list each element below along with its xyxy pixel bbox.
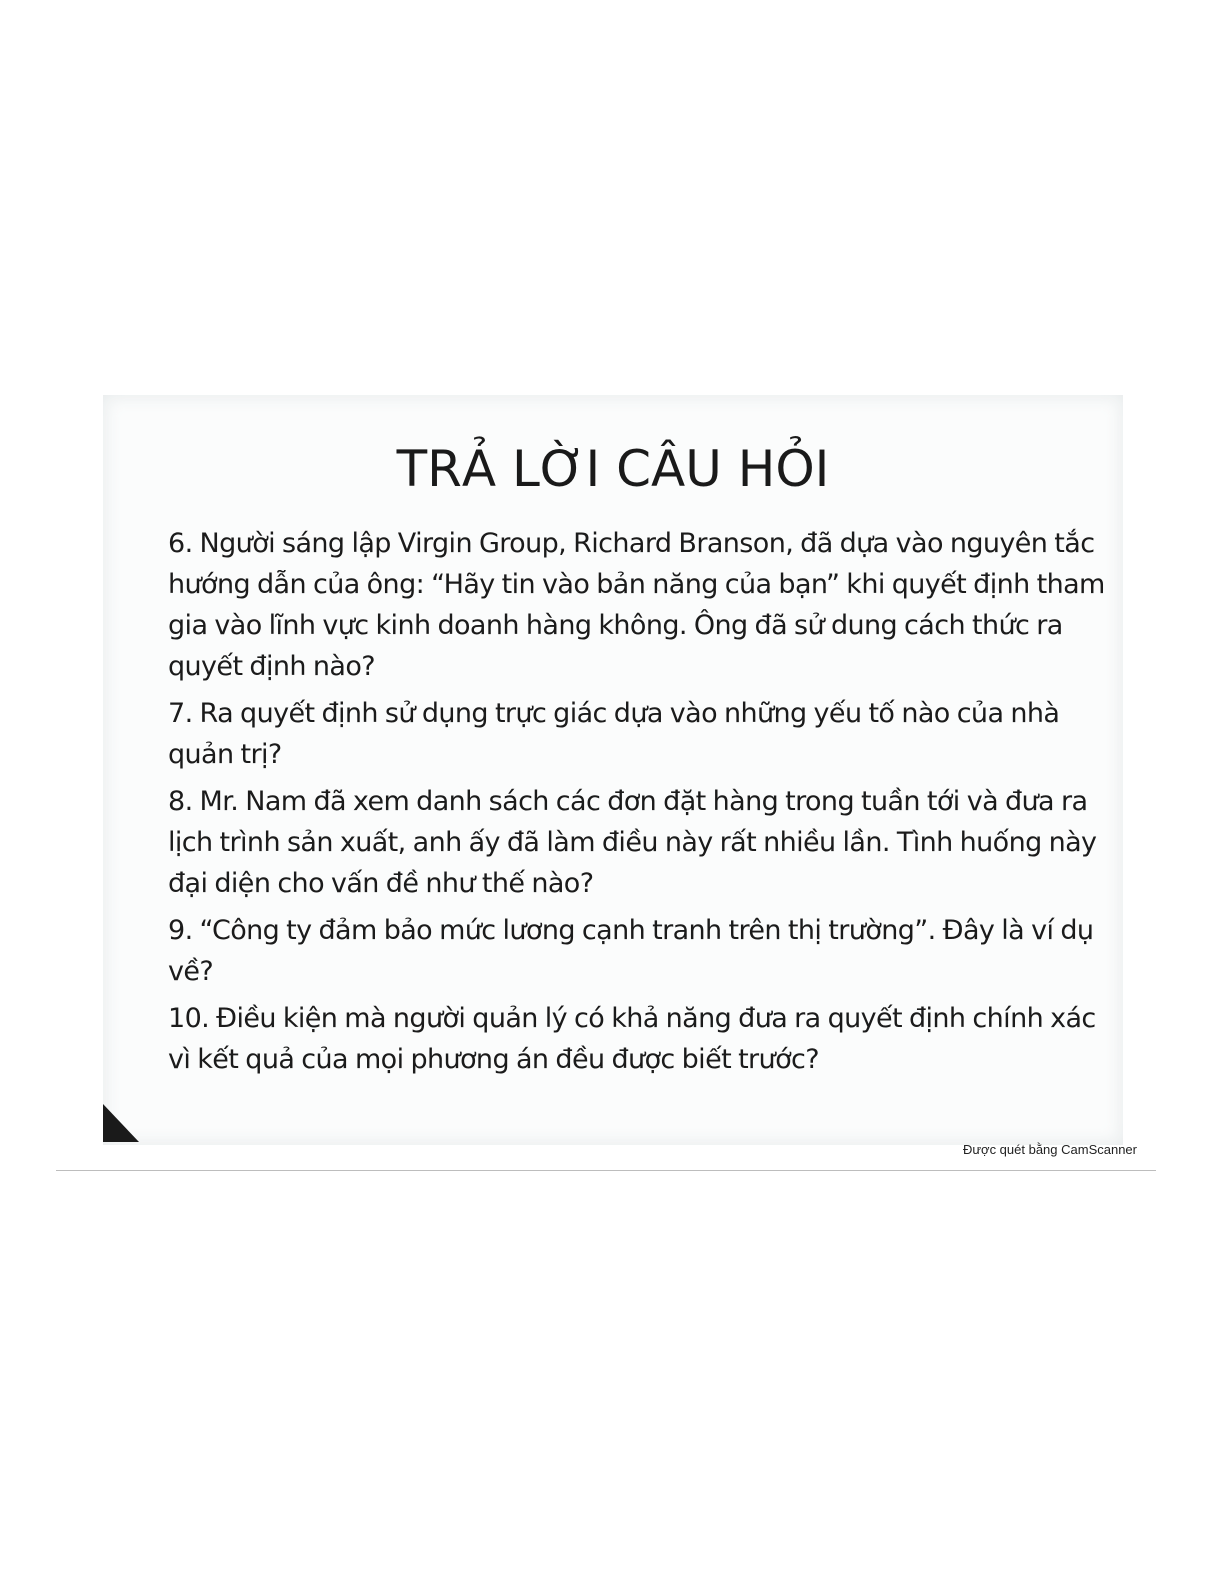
question-list xyxy=(168,523,1118,1086)
question-10: 10. Điều kiện mà người quản lý có khả năng đưa ra quyết định chính xác vì kết quả của mọi phương án đều được biết trước? xyxy=(168,1003,1096,1075)
question-6: 6. Người sáng lập Virgin Group, Richard Branson, đã dựa vào nguyên tắc hướng dẫn của ông: “Hãy tin vào bản năng của bạn” khi quyết định tham gia vào lĩnh vực kinh doanh hàng không. Ông đã sử dung cách thức ra quyết định nào? xyxy=(168,528,1105,682)
page-divider xyxy=(56,1170,1156,1171)
slide-panel xyxy=(103,395,1123,1145)
slide-title: TRẢ LỜI CÂU HỎI xyxy=(396,440,830,498)
corner-triangle-icon xyxy=(103,1104,139,1142)
scanner-watermark: Được quét bằng CamScanner xyxy=(962,1142,1137,1157)
question-7: 7. Ra quyết định sử dụng trực giác dựa vào những yếu tố nào của nhà quản trị? xyxy=(168,698,1060,770)
question-9: 9. “Công ty đảm bảo mức lương cạnh tranh trên thị trường”. Đây là ví dụ về? xyxy=(168,915,1094,987)
question-8: 8. Mr. Nam đã xem danh sách các đơn đặt hàng trong tuần tới và đưa ra lịch trình sản xuất, anh ấy đã làm điều này rất nhiều lần. Tình huống này đại diện cho vấn đề như thế nào? xyxy=(168,786,1097,899)
